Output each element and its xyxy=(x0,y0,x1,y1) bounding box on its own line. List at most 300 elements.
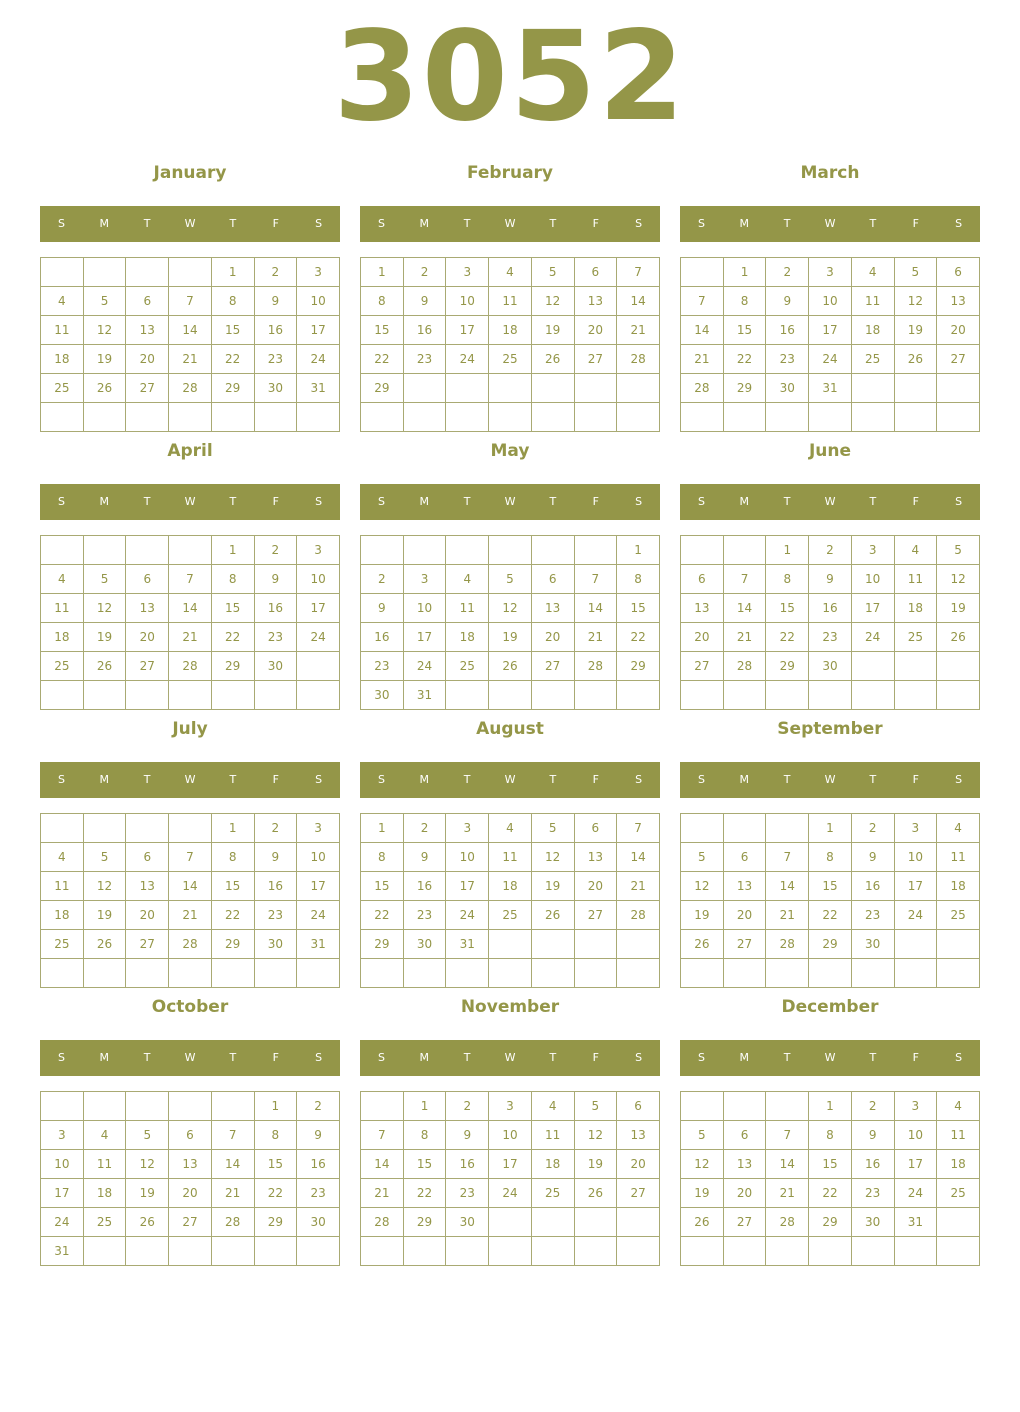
week-row xyxy=(681,930,980,959)
day-cell: 31 xyxy=(297,930,340,959)
day-cell: 14 xyxy=(617,287,660,316)
week-row xyxy=(41,1237,340,1266)
day-cell: 30 xyxy=(361,681,404,710)
empty-day-cell xyxy=(489,374,532,403)
weekday-label: T xyxy=(783,773,791,786)
weekday-label: T xyxy=(463,1051,471,1064)
day-cell: 7 xyxy=(211,1121,254,1150)
empty-day-cell xyxy=(894,374,937,403)
day-cell: 23 xyxy=(254,345,297,374)
weekday-header xyxy=(680,484,980,520)
day-cell: 10 xyxy=(894,843,937,872)
day-cell: 24 xyxy=(446,345,489,374)
weekday-label: W xyxy=(824,773,836,786)
day-cell: 20 xyxy=(169,1179,212,1208)
year-title: 3052 xyxy=(333,5,687,149)
weekday-label: W xyxy=(824,1051,836,1064)
empty-day-cell xyxy=(894,681,937,710)
day-cell: 18 xyxy=(894,594,937,623)
day-cell: 24 xyxy=(297,623,340,652)
day-cell: 19 xyxy=(681,901,724,930)
empty-day-cell xyxy=(531,930,574,959)
weekday-label: W xyxy=(824,217,836,230)
day-cell: 2 xyxy=(297,1092,340,1121)
day-cell: 6 xyxy=(723,843,766,872)
day-grid xyxy=(680,257,980,432)
empty-day-cell xyxy=(83,959,126,988)
day-cell: 18 xyxy=(489,316,532,345)
day-cell: 22 xyxy=(723,345,766,374)
day-cell: 31 xyxy=(403,681,446,710)
day-cell: 23 xyxy=(851,1179,894,1208)
empty-day-cell xyxy=(361,403,404,432)
weekday-label: M xyxy=(739,217,750,230)
empty-day-cell xyxy=(617,1208,660,1237)
day-cell: 23 xyxy=(297,1179,340,1208)
weekday-label: F xyxy=(272,495,279,508)
day-cell: 1 xyxy=(211,258,254,287)
empty-day-cell xyxy=(169,403,212,432)
day-cell: 25 xyxy=(894,623,937,652)
day-cell: 26 xyxy=(574,1179,617,1208)
weekday-label: M xyxy=(739,1051,750,1064)
day-cell: 16 xyxy=(851,1150,894,1179)
day-cell: 20 xyxy=(126,623,169,652)
day-cell: 12 xyxy=(894,287,937,316)
day-cell: 30 xyxy=(254,930,297,959)
month-title: June xyxy=(808,441,852,461)
empty-day-cell xyxy=(894,930,937,959)
day-cell: 11 xyxy=(894,565,937,594)
day-cell: 19 xyxy=(937,594,980,623)
day-cell: 30 xyxy=(254,374,297,403)
empty-day-cell xyxy=(41,1092,84,1121)
day-cell: 19 xyxy=(83,901,126,930)
day-cell: 12 xyxy=(83,872,126,901)
week-row xyxy=(41,1208,340,1237)
weekday-label: F xyxy=(912,495,919,508)
week-row xyxy=(41,536,340,565)
weekday-label: W xyxy=(184,1051,196,1064)
empty-day-cell xyxy=(403,536,446,565)
day-cell: 4 xyxy=(894,536,937,565)
week-row xyxy=(41,345,340,374)
day-cell: 25 xyxy=(851,345,894,374)
week-row xyxy=(41,623,340,652)
day-cell: 4 xyxy=(446,565,489,594)
day-cell: 30 xyxy=(809,652,852,681)
day-cell: 13 xyxy=(126,594,169,623)
day-cell: 30 xyxy=(297,1208,340,1237)
day-cell: 25 xyxy=(531,1179,574,1208)
weekday-label: F xyxy=(592,1051,599,1064)
weekday-header xyxy=(680,206,980,242)
day-cell: 23 xyxy=(254,901,297,930)
week-row xyxy=(681,623,980,652)
week-row xyxy=(361,843,660,872)
day-cell: 20 xyxy=(531,623,574,652)
week-row xyxy=(41,681,340,710)
week-row xyxy=(41,652,340,681)
weekday-label: T xyxy=(143,217,151,230)
day-cell: 25 xyxy=(489,901,532,930)
weekday-label: T xyxy=(229,495,237,508)
week-row xyxy=(361,403,660,432)
day-cell: 5 xyxy=(83,843,126,872)
day-cell: 29 xyxy=(361,930,404,959)
day-cell: 22 xyxy=(617,623,660,652)
weekday-label: W xyxy=(504,495,516,508)
day-cell: 24 xyxy=(297,901,340,930)
empty-day-cell xyxy=(211,959,254,988)
empty-day-cell xyxy=(211,1237,254,1266)
day-cell: 7 xyxy=(169,287,212,316)
empty-day-cell xyxy=(809,403,852,432)
day-cell: 6 xyxy=(681,565,724,594)
day-cell: 14 xyxy=(361,1150,404,1179)
day-cell: 29 xyxy=(211,652,254,681)
day-cell: 9 xyxy=(446,1121,489,1150)
day-cell: 13 xyxy=(531,594,574,623)
day-grid xyxy=(40,813,340,988)
day-cell: 30 xyxy=(403,930,446,959)
day-cell: 17 xyxy=(41,1179,84,1208)
empty-day-cell xyxy=(446,403,489,432)
day-cell: 25 xyxy=(489,345,532,374)
day-cell: 21 xyxy=(766,1179,809,1208)
day-cell: 24 xyxy=(809,345,852,374)
empty-day-cell xyxy=(41,959,84,988)
weekday-label: S xyxy=(377,495,385,508)
weekday-header xyxy=(360,206,660,242)
day-cell: 20 xyxy=(617,1150,660,1179)
day-cell: 5 xyxy=(83,565,126,594)
day-cell: 27 xyxy=(681,652,724,681)
day-cell: 16 xyxy=(361,623,404,652)
day-cell: 25 xyxy=(937,1179,980,1208)
empty-day-cell xyxy=(169,681,212,710)
weekday-label: M xyxy=(419,217,430,230)
day-cell: 21 xyxy=(617,316,660,345)
day-cell: 21 xyxy=(574,623,617,652)
day-cell: 16 xyxy=(851,872,894,901)
empty-day-cell xyxy=(894,652,937,681)
weekday-label: F xyxy=(592,773,599,786)
week-row xyxy=(681,959,980,988)
empty-day-cell xyxy=(169,959,212,988)
day-cell: 8 xyxy=(403,1121,446,1150)
day-cell: 17 xyxy=(297,594,340,623)
day-cell: 19 xyxy=(531,872,574,901)
weekday-label: S xyxy=(955,495,963,508)
day-cell: 2 xyxy=(766,258,809,287)
day-cell: 7 xyxy=(617,258,660,287)
day-cell: 16 xyxy=(766,316,809,345)
empty-day-cell xyxy=(126,1092,169,1121)
day-cell: 21 xyxy=(169,623,212,652)
day-cell: 28 xyxy=(574,652,617,681)
empty-day-cell xyxy=(297,1237,340,1266)
week-row xyxy=(361,287,660,316)
empty-day-cell xyxy=(766,681,809,710)
day-cell: 8 xyxy=(766,565,809,594)
weekday-label: F xyxy=(912,773,919,786)
week-row xyxy=(361,565,660,594)
week-row xyxy=(681,594,980,623)
weekday-label: T xyxy=(549,495,557,508)
day-cell: 21 xyxy=(681,345,724,374)
weekday-label: M xyxy=(419,1051,430,1064)
week-row xyxy=(681,536,980,565)
empty-day-cell xyxy=(574,1237,617,1266)
day-cell: 13 xyxy=(937,287,980,316)
day-cell: 4 xyxy=(531,1092,574,1121)
day-cell: 9 xyxy=(403,843,446,872)
weekday-label: T xyxy=(869,495,877,508)
day-cell: 8 xyxy=(809,843,852,872)
day-cell: 4 xyxy=(937,1092,980,1121)
day-cell: 27 xyxy=(531,652,574,681)
day-cell: 1 xyxy=(211,536,254,565)
weekday-header xyxy=(360,762,660,798)
day-cell: 24 xyxy=(894,901,937,930)
empty-day-cell xyxy=(937,652,980,681)
day-cell: 5 xyxy=(531,814,574,843)
day-cell: 10 xyxy=(403,594,446,623)
empty-day-cell xyxy=(126,258,169,287)
week-row xyxy=(41,594,340,623)
day-cell: 22 xyxy=(361,901,404,930)
day-cell: 4 xyxy=(41,843,84,872)
weekday-label: S xyxy=(697,495,705,508)
day-cell: 23 xyxy=(254,623,297,652)
day-cell: 1 xyxy=(361,258,404,287)
day-cell: 21 xyxy=(169,901,212,930)
day-cell: 8 xyxy=(211,565,254,594)
day-cell: 26 xyxy=(937,623,980,652)
day-cell: 4 xyxy=(851,258,894,287)
day-cell: 2 xyxy=(403,258,446,287)
day-cell: 11 xyxy=(851,287,894,316)
day-cell: 23 xyxy=(403,901,446,930)
empty-day-cell xyxy=(254,403,297,432)
day-cell: 27 xyxy=(617,1179,660,1208)
month-title: August xyxy=(476,719,544,739)
day-cell: 1 xyxy=(254,1092,297,1121)
day-cell: 27 xyxy=(574,901,617,930)
day-cell: 6 xyxy=(617,1092,660,1121)
empty-day-cell xyxy=(723,681,766,710)
day-cell: 9 xyxy=(403,287,446,316)
day-cell: 30 xyxy=(254,652,297,681)
day-cell: 25 xyxy=(41,652,84,681)
empty-day-cell xyxy=(41,403,84,432)
empty-day-cell xyxy=(126,959,169,988)
day-cell: 20 xyxy=(126,345,169,374)
weekday-label: T xyxy=(869,773,877,786)
empty-day-cell xyxy=(361,536,404,565)
day-cell: 4 xyxy=(489,814,532,843)
day-cell: 26 xyxy=(681,930,724,959)
week-row xyxy=(41,843,340,872)
day-cell: 3 xyxy=(403,565,446,594)
empty-day-cell xyxy=(126,814,169,843)
day-cell: 29 xyxy=(254,1208,297,1237)
day-grid xyxy=(680,1091,980,1266)
day-cell: 23 xyxy=(361,652,404,681)
weekday-label: T xyxy=(229,773,237,786)
day-cell: 15 xyxy=(723,316,766,345)
empty-day-cell xyxy=(169,258,212,287)
day-cell: 9 xyxy=(254,843,297,872)
empty-day-cell xyxy=(937,930,980,959)
empty-day-cell xyxy=(531,536,574,565)
week-row xyxy=(41,374,340,403)
empty-day-cell xyxy=(83,681,126,710)
day-cell: 3 xyxy=(297,258,340,287)
day-cell: 21 xyxy=(211,1179,254,1208)
week-row xyxy=(361,623,660,652)
week-row xyxy=(361,930,660,959)
day-cell: 17 xyxy=(297,872,340,901)
empty-day-cell xyxy=(681,1237,724,1266)
day-cell: 10 xyxy=(489,1121,532,1150)
day-cell: 22 xyxy=(403,1179,446,1208)
empty-day-cell xyxy=(169,814,212,843)
empty-day-cell xyxy=(574,1208,617,1237)
week-row xyxy=(41,872,340,901)
weekday-label: M xyxy=(419,495,430,508)
day-cell: 19 xyxy=(894,316,937,345)
week-row xyxy=(41,814,340,843)
day-cell: 30 xyxy=(446,1208,489,1237)
weekday-label: T xyxy=(463,495,471,508)
weekday-header xyxy=(40,206,340,242)
day-cell: 13 xyxy=(723,1150,766,1179)
day-cell: 11 xyxy=(41,872,84,901)
weekday-label: W xyxy=(504,1051,516,1064)
day-cell: 24 xyxy=(851,623,894,652)
empty-day-cell xyxy=(681,536,724,565)
day-cell: 9 xyxy=(254,287,297,316)
day-grid xyxy=(680,535,980,710)
week-row xyxy=(681,374,980,403)
day-cell: 15 xyxy=(361,316,404,345)
month-title: March xyxy=(800,163,860,183)
day-cell: 15 xyxy=(617,594,660,623)
day-cell: 3 xyxy=(41,1121,84,1150)
weekday-label: F xyxy=(592,217,599,230)
empty-day-cell xyxy=(489,681,532,710)
day-cell: 5 xyxy=(531,258,574,287)
empty-day-cell xyxy=(851,374,894,403)
weekday-label: T xyxy=(463,217,471,230)
day-cell: 2 xyxy=(446,1092,489,1121)
weekday-label: S xyxy=(315,1051,323,1064)
day-cell: 26 xyxy=(126,1208,169,1237)
day-cell: 27 xyxy=(169,1208,212,1237)
day-cell: 12 xyxy=(531,287,574,316)
day-cell: 18 xyxy=(41,901,84,930)
day-cell: 18 xyxy=(489,872,532,901)
day-cell: 14 xyxy=(681,316,724,345)
day-cell: 10 xyxy=(446,287,489,316)
day-cell: 3 xyxy=(851,536,894,565)
day-cell: 19 xyxy=(489,623,532,652)
day-cell: 25 xyxy=(41,930,84,959)
day-cell: 15 xyxy=(809,872,852,901)
week-row xyxy=(41,565,340,594)
day-cell: 10 xyxy=(41,1150,84,1179)
week-row xyxy=(681,316,980,345)
weekday-label: T xyxy=(143,773,151,786)
day-cell: 23 xyxy=(851,901,894,930)
month-title: September xyxy=(777,719,883,739)
empty-day-cell xyxy=(937,1208,980,1237)
day-cell: 6 xyxy=(723,1121,766,1150)
weekday-header xyxy=(40,762,340,798)
empty-day-cell xyxy=(574,681,617,710)
day-grid xyxy=(360,1091,660,1266)
week-row xyxy=(681,1208,980,1237)
weekday-label: S xyxy=(377,1051,385,1064)
day-cell: 11 xyxy=(489,287,532,316)
empty-day-cell xyxy=(937,374,980,403)
day-cell: 1 xyxy=(723,258,766,287)
weekday-label: S xyxy=(57,1051,65,1064)
day-cell: 22 xyxy=(766,623,809,652)
weekday-header xyxy=(680,762,980,798)
empty-day-cell xyxy=(211,1092,254,1121)
empty-day-cell xyxy=(403,403,446,432)
day-cell: 8 xyxy=(211,287,254,316)
day-cell: 12 xyxy=(681,872,724,901)
weekday-header xyxy=(40,484,340,520)
empty-day-cell xyxy=(723,1092,766,1121)
day-cell: 3 xyxy=(446,258,489,287)
day-cell: 9 xyxy=(297,1121,340,1150)
empty-day-cell xyxy=(446,959,489,988)
day-cell: 3 xyxy=(446,814,489,843)
week-row xyxy=(361,1237,660,1266)
empty-day-cell xyxy=(681,403,724,432)
day-cell: 28 xyxy=(723,652,766,681)
day-cell: 11 xyxy=(937,843,980,872)
day-cell: 13 xyxy=(574,843,617,872)
day-cell: 31 xyxy=(809,374,852,403)
week-row xyxy=(361,901,660,930)
day-cell: 23 xyxy=(766,345,809,374)
weekday-label: S xyxy=(57,217,65,230)
empty-day-cell xyxy=(851,403,894,432)
day-cell: 14 xyxy=(766,872,809,901)
empty-day-cell xyxy=(403,959,446,988)
day-cell: 31 xyxy=(297,374,340,403)
day-cell: 22 xyxy=(361,345,404,374)
day-cell: 13 xyxy=(126,316,169,345)
empty-day-cell xyxy=(254,959,297,988)
empty-day-cell xyxy=(489,536,532,565)
day-cell: 27 xyxy=(723,1208,766,1237)
empty-day-cell xyxy=(574,930,617,959)
empty-day-cell xyxy=(489,930,532,959)
day-cell: 20 xyxy=(681,623,724,652)
day-cell: 28 xyxy=(766,1208,809,1237)
empty-day-cell xyxy=(681,1092,724,1121)
day-cell: 1 xyxy=(361,814,404,843)
weekday-label: M xyxy=(419,773,430,786)
day-cell: 16 xyxy=(254,316,297,345)
